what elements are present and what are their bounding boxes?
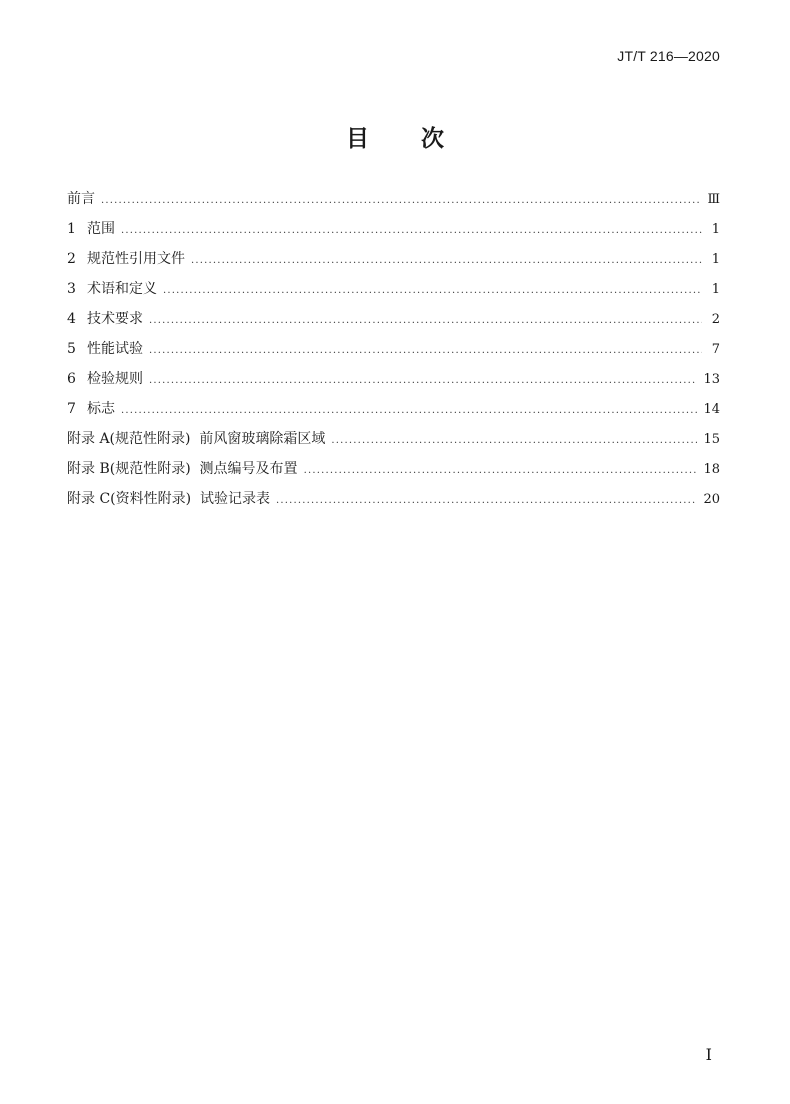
toc-entry-number: 5 <box>67 341 76 357</box>
toc-entry[interactable] <box>67 218 720 248</box>
toc-entry-title: 附录 A(规范性附录) 前风窗玻璃除霜区域 <box>67 431 326 447</box>
toc-entry-title: 性能试验 <box>87 341 143 357</box>
toc-leader-dots <box>121 405 697 416</box>
toc-entry-page: 13 <box>703 372 720 387</box>
toc-entry[interactable] <box>67 338 720 368</box>
toc-entry-page: 1 <box>711 282 720 297</box>
toc-entry-page: Ⅲ <box>707 192 720 207</box>
toc-leader-dots <box>149 345 702 356</box>
toc-entry[interactable] <box>67 248 720 278</box>
toc-entry-number: 3 <box>67 281 76 297</box>
toc-entry-label <box>67 458 298 478</box>
toc-entry-label <box>67 398 115 418</box>
toc-leader-dots <box>149 315 702 326</box>
title-char-1: 目 <box>346 126 369 152</box>
toc-leader-dots <box>163 285 702 296</box>
toc-entry-label <box>67 368 143 388</box>
page-number: I <box>705 1045 712 1064</box>
toc-entry-title: 技术要求 <box>87 311 143 327</box>
toc-entry-number: 6 <box>67 371 76 387</box>
toc-entry[interactable] <box>67 458 720 488</box>
toc-entry-label <box>67 488 270 508</box>
table-of-contents <box>67 188 720 518</box>
toc-entry[interactable] <box>67 368 720 398</box>
toc-entry-label <box>67 188 95 208</box>
toc-entry-label <box>67 248 185 268</box>
title-char-2: 次 <box>421 126 444 152</box>
toc-leader-dots <box>101 195 701 206</box>
toc-entry-title: 附录 C(资料性附录) 试验记录表 <box>67 491 270 507</box>
toc-entry[interactable] <box>67 398 720 428</box>
toc-entry-page: 2 <box>711 312 720 327</box>
toc-entry-page: 14 <box>703 402 720 417</box>
toc-entry-title: 标志 <box>87 401 115 417</box>
toc-entry[interactable] <box>67 188 720 218</box>
toc-leader-dots <box>331 435 697 446</box>
toc-entry[interactable] <box>67 488 720 518</box>
standard-code: JT/T 216—2020 <box>617 48 720 64</box>
toc-entry-page: 1 <box>711 252 720 267</box>
toc-entry-label <box>67 308 143 328</box>
toc-entry-title: 前言 <box>67 191 95 207</box>
toc-leader-dots <box>121 225 702 236</box>
toc-entry-number: 2 <box>67 251 76 267</box>
toc-entry-number: 4 <box>67 311 76 327</box>
toc-entry[interactable] <box>67 278 720 308</box>
page-title <box>0 120 790 153</box>
toc-entry-title: 范围 <box>87 221 115 237</box>
toc-entry[interactable] <box>67 428 720 458</box>
toc-entry-page: 7 <box>711 342 720 357</box>
toc-leader-dots <box>191 255 702 266</box>
toc-entry-label <box>67 428 325 448</box>
toc-entry-page: 15 <box>703 432 720 447</box>
toc-entry[interactable] <box>67 308 720 338</box>
toc-entry-title: 检验规则 <box>87 371 143 387</box>
toc-leader-dots <box>276 495 697 506</box>
toc-entry-title: 术语和定义 <box>87 281 157 297</box>
toc-entry-label <box>67 218 115 238</box>
toc-entry-page: 1 <box>711 222 720 237</box>
toc-entry-number: 1 <box>67 221 76 237</box>
toc-entry-label <box>67 338 143 358</box>
toc-entry-page: 18 <box>703 462 720 477</box>
toc-entry-title: 规范性引用文件 <box>87 251 185 267</box>
toc-entry-label <box>67 278 157 298</box>
toc-entry-page: 20 <box>703 492 720 507</box>
toc-entry-title: 附录 B(规范性附录) 测点编号及布置 <box>67 461 298 477</box>
toc-entry-number: 7 <box>67 401 76 417</box>
toc-leader-dots <box>304 465 698 476</box>
toc-leader-dots <box>149 375 697 386</box>
